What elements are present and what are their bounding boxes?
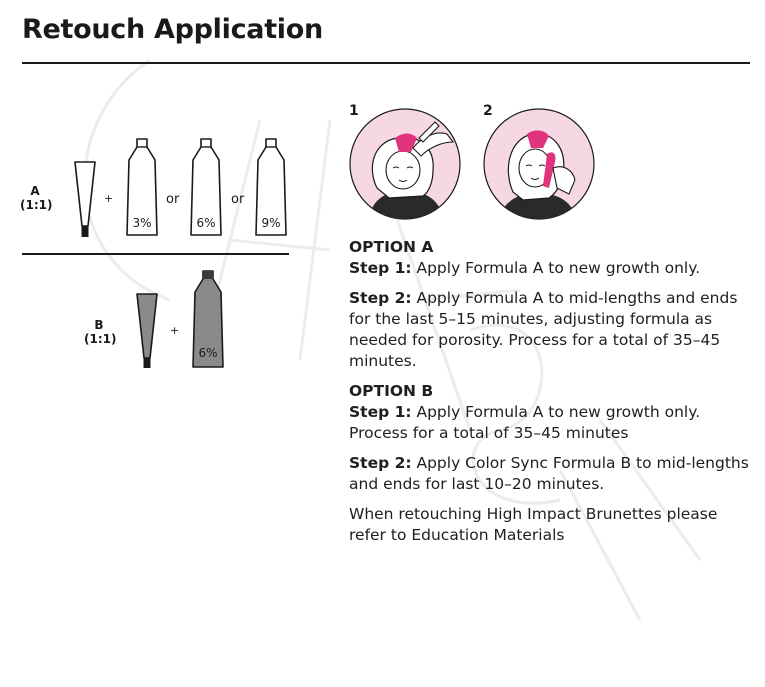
option-b-step-1 bbox=[349, 402, 749, 444]
option-b-step-1-text: Apply Formula A to new growth only. Process for a total of 35–45 minutes bbox=[349, 403, 701, 442]
formula-a-or-1: or bbox=[166, 192, 180, 207]
developer-bottle-b-6 bbox=[190, 270, 226, 370]
option-b-step-2 bbox=[349, 453, 749, 495]
bottle-9-label: 9% bbox=[261, 216, 281, 230]
developer-bottle-3 bbox=[124, 138, 160, 238]
step-2-illustration bbox=[483, 108, 595, 220]
formula-a-label bbox=[20, 184, 53, 212]
developer-bottle-6 bbox=[188, 138, 224, 238]
option-b-step-2-text: Apply Color Sync Formula B to mid-lengths and ends for last 10–20 minutes. bbox=[349, 454, 749, 493]
title-divider bbox=[22, 62, 750, 64]
formula-b-plus: + bbox=[170, 324, 180, 337]
option-a-step-1-label: Step 1: bbox=[349, 259, 412, 277]
formula-a-letter: A bbox=[30, 184, 40, 198]
formula-divider bbox=[22, 253, 289, 255]
step-2-number: 2 bbox=[483, 103, 493, 119]
formula-b-label bbox=[84, 318, 117, 346]
brunettes-note: When retouching High Impact Brunettes please refer to Education Materials bbox=[349, 505, 718, 544]
bottle-6-label: 6% bbox=[196, 216, 216, 230]
option-a-step-2 bbox=[349, 288, 749, 372]
page-title: Retouch Application bbox=[22, 14, 323, 45]
formula-b-ratio: (1:1) bbox=[84, 332, 117, 346]
option-a-step-1-text: Apply Formula A to new growth only. bbox=[411, 259, 701, 277]
formula-a-ratio: (1:1) bbox=[20, 198, 53, 212]
step-1-illustration bbox=[349, 108, 461, 220]
option-b-step-2-label: Step 2: bbox=[349, 454, 412, 472]
option-b-step-1-label: Step 1: bbox=[349, 403, 412, 421]
formula-a-tube-icon bbox=[74, 160, 96, 240]
option-a-step-1 bbox=[349, 258, 749, 279]
bottle-3-label: 3% bbox=[132, 216, 152, 230]
formula-a-plus: + bbox=[104, 192, 114, 205]
formula-b-letter: B bbox=[94, 318, 104, 332]
developer-bottle-9 bbox=[253, 138, 289, 238]
option-a-heading: OPTION A bbox=[349, 238, 434, 256]
instructions bbox=[349, 237, 749, 555]
option-b-heading: OPTION B bbox=[349, 382, 434, 400]
step-1-number: 1 bbox=[349, 103, 359, 119]
formula-a-or-2: or bbox=[231, 192, 245, 207]
formula-b-tube-icon bbox=[136, 292, 158, 372]
option-a-step-2-label: Step 2: bbox=[349, 289, 412, 307]
option-a-step-2-text: Apply Formula A to mid-lengths and ends for the last 5–15 minutes, adjusting formula as needed for porosity. Process for a total of 35–45 minutes. bbox=[349, 289, 738, 370]
bottle-b-6-label: 6% bbox=[198, 346, 218, 360]
